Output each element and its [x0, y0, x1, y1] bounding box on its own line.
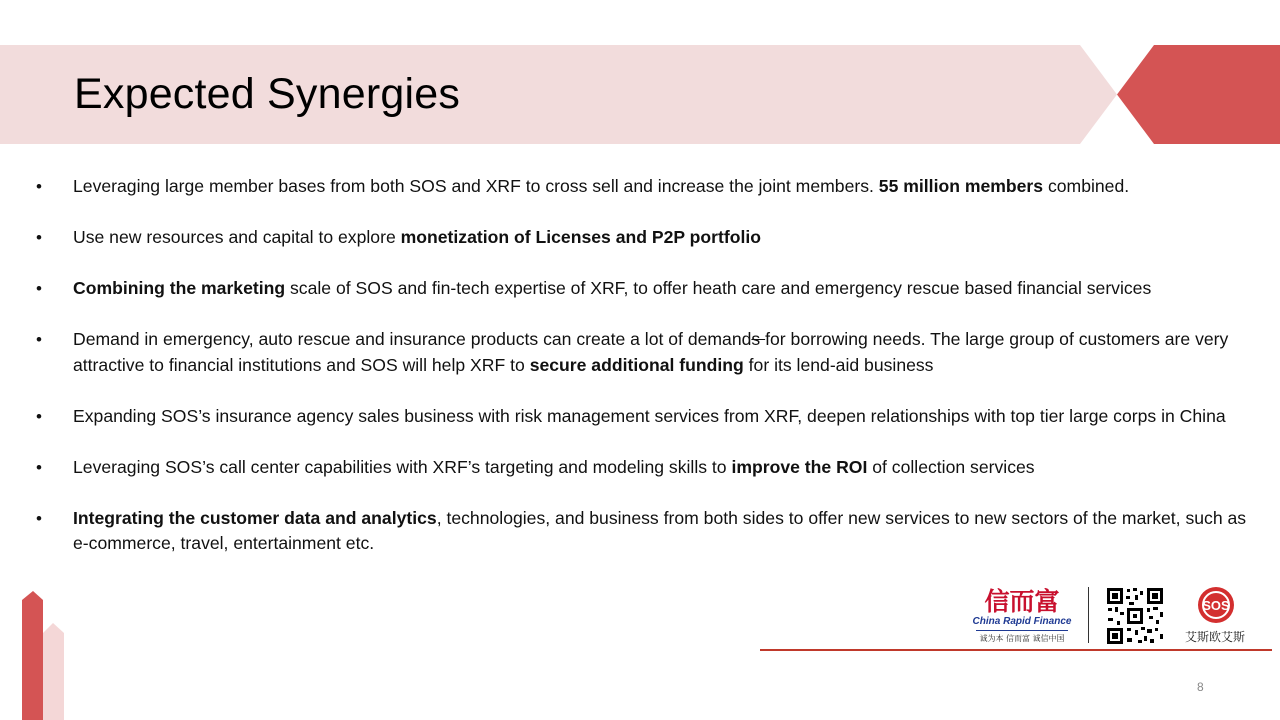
synergy-bullet-list: [0, 174, 1260, 582]
bullet-text: Use new resources and capital to explore: [73, 227, 401, 247]
bullet-text: Leveraging large member bases from both SOS and XRF to cross sell and increase the joint members.: [73, 176, 879, 196]
bullet-text: s: [751, 329, 766, 349]
bullet-emphasis: improve the ROI: [731, 456, 868, 477]
crf-slogan: 诚为本 信而富 诚信中国: [979, 634, 1065, 643]
china-rapid-finance-logo: [970, 588, 1074, 644]
bullet-text: for its lend-aid business: [743, 354, 934, 375]
bullet-text: Expanding SOS’s insurance agency sales business with risk management services from XRF, deepen relationships with top tier large corps in China: [73, 405, 1226, 426]
bullet-emphasis: 55 million members: [878, 176, 1044, 196]
bullet-text: Leveraging SOS’s call center capabilities with XRF’s targeting and modeling skills to: [73, 456, 732, 477]
crf-chinese-name: 信而富: [984, 587, 1060, 616]
bullet-text: Demand in emergency, auto rescue and insurance products can create a lot of demand: [73, 329, 752, 349]
logo-underline: [760, 649, 1272, 651]
crf-english-name: China Rapid Finance: [972, 616, 1072, 627]
bullet-item: [0, 225, 1260, 251]
bullet-item: [0, 404, 1260, 430]
slide-title: Expected Synergies: [74, 70, 461, 118]
bullet-item: [0, 174, 1260, 200]
bullet-item: [0, 276, 1260, 302]
crf-rule: [976, 630, 1068, 631]
sos-logo-icon: [1196, 585, 1236, 625]
bullet-item: [0, 506, 1260, 557]
bullet-text: scale of SOS and fin-tech expertise of XRF, to offer heath care and emergency rescue based financial services: [285, 278, 1152, 298]
bullet-text: for borrowing needs. The large group of customers are very attractive to financial institutions and SOS will help XRF to: [73, 329, 1229, 375]
sos-chinese-name: 艾斯欧艾斯: [1185, 630, 1246, 644]
bullet-text: , technologies, and business from both sides to offer new services to new sectors of the market, such as e-commerce, travel, entertainment etc.: [73, 507, 1247, 553]
bullet-emphasis: Combining the marketing: [73, 278, 286, 298]
bullet-text: of collection services: [867, 456, 1035, 477]
logo-divider: [1088, 587, 1089, 643]
page-number: 8: [1197, 680, 1204, 694]
sos-logo-mark: SOS: [1202, 598, 1230, 613]
bullet-emphasis: Integrating the customer data and analytics: [73, 507, 437, 528]
bullet-emphasis: monetization of Licenses and P2P portfolio: [400, 227, 762, 247]
qr-code-icon: [1105, 586, 1165, 646]
bullet-text: combined.: [1043, 176, 1130, 196]
bullet-item: [0, 327, 1260, 378]
bullet-emphasis: secure additional funding: [529, 354, 744, 375]
bullet-item: [0, 455, 1260, 481]
